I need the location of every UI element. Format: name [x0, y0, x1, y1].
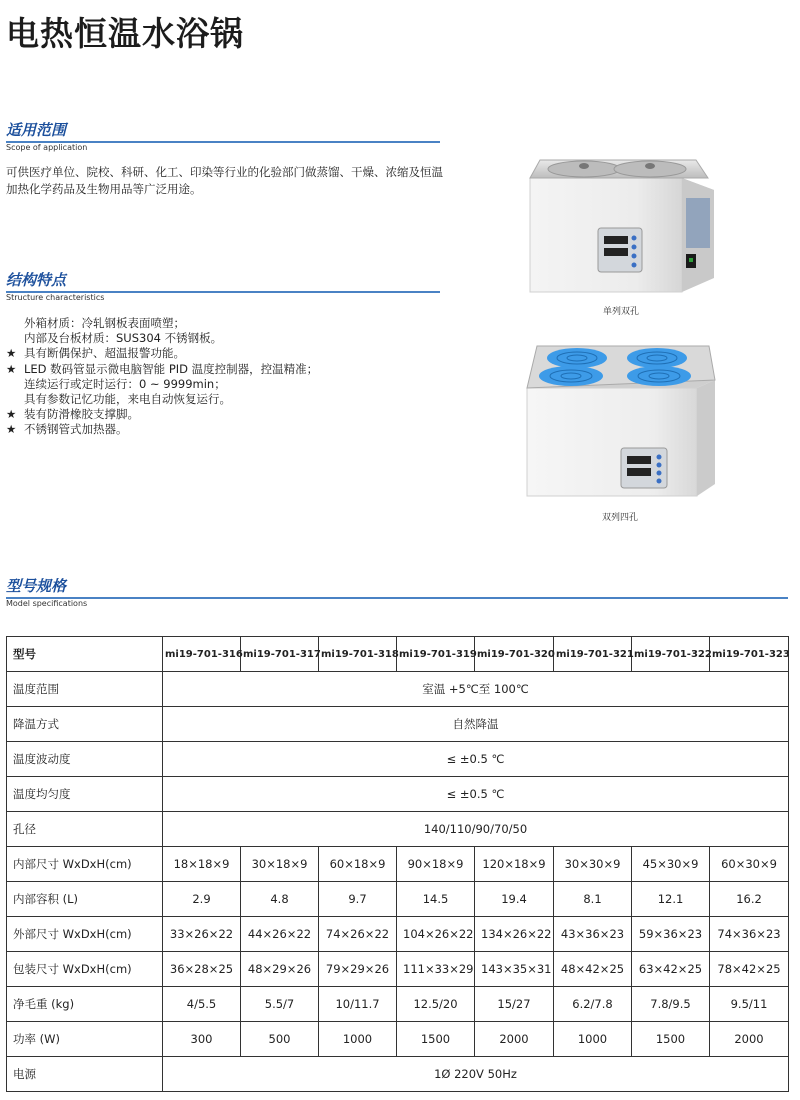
- table-cell: 8.1: [554, 882, 632, 917]
- table-cell: 9.5/11: [710, 987, 789, 1022]
- table-cell: 59×36×23: [632, 917, 710, 952]
- row-span-value: 1Ø 220V 50Hz: [163, 1057, 789, 1092]
- water-bath-two-hole-image: [526, 150, 718, 298]
- table-cell: 63×42×25: [632, 952, 710, 987]
- row-label: 内部尺寸 WxDxH(cm): [7, 847, 163, 882]
- row-label: 外部尺寸 WxDxH(cm): [7, 917, 163, 952]
- table-cell: 1500: [632, 1022, 710, 1057]
- row-label: 内部容积 (L): [7, 882, 163, 917]
- feature-item: [6, 346, 318, 361]
- feature-item: [6, 422, 318, 437]
- product-caption: 单列双孔: [603, 307, 640, 317]
- feature-item: [6, 407, 318, 422]
- row-label: 净毛重 (kg): [7, 987, 163, 1022]
- table-row: [7, 917, 789, 952]
- table-cell: 19.4: [475, 882, 554, 917]
- star-icon: ★: [6, 361, 17, 376]
- feature-text: 外箱材质：冷轧钢板表面喷塑；: [24, 316, 185, 330]
- table-cell: 9.7: [319, 882, 397, 917]
- table-cell: 1000: [554, 1022, 632, 1057]
- table-cell: 44×26×22: [241, 917, 319, 952]
- structure-heading: 结构特点: [6, 271, 67, 289]
- model-header: mi19-701-316: [163, 637, 241, 672]
- table-cell: 60×18×9: [319, 847, 397, 882]
- table-cell: 30×18×9: [241, 847, 319, 882]
- table-row: [7, 952, 789, 987]
- table-cell: 10/11.7: [319, 987, 397, 1022]
- scope-section-header: [6, 121, 88, 152]
- table-cell: 104×26×22: [397, 917, 475, 952]
- feature-item: [6, 316, 318, 331]
- row-span-value: ≤ ±0.5 ℃: [163, 742, 789, 777]
- table-cell: 111×33×29: [397, 952, 475, 987]
- model-header: mi19-701-320: [475, 637, 554, 672]
- specs-section-header: [6, 577, 88, 608]
- scope-heading-en: Scope of application: [6, 143, 88, 152]
- table-cell: 36×28×25: [163, 952, 241, 987]
- page-title: 电热恒温水浴锅: [6, 14, 244, 53]
- row-label: 包装尺寸 WxDxH(cm): [7, 952, 163, 987]
- row-span-value: ≤ ±0.5 ℃: [163, 777, 789, 812]
- table-cell: 300: [163, 1022, 241, 1057]
- star-icon: ★: [6, 407, 17, 422]
- table-cell: 18×18×9: [163, 847, 241, 882]
- row-label: 电源: [7, 1057, 163, 1092]
- table-cell: 120×18×9: [475, 847, 554, 882]
- table-row: [7, 987, 789, 1022]
- table-header-row: [7, 637, 789, 672]
- table-cell: 2000: [475, 1022, 554, 1057]
- feature-list: [6, 316, 318, 438]
- structure-section-header: [6, 271, 105, 302]
- row-span-value: 自然降温: [163, 707, 789, 742]
- star-icon: [6, 331, 24, 346]
- specs-heading: 型号规格: [6, 577, 67, 595]
- table-cell: 6.2/7.8: [554, 987, 632, 1022]
- table-cell: 16.2: [710, 882, 789, 917]
- row-label: 温度波动度: [7, 742, 163, 777]
- table-cell: 7.8/9.5: [632, 987, 710, 1022]
- model-header: mi19-701-322: [632, 637, 710, 672]
- model-header: mi19-701-319: [397, 637, 475, 672]
- table-cell: 48×42×25: [554, 952, 632, 987]
- table-row: [7, 1057, 789, 1092]
- table-cell: 78×42×25: [710, 952, 789, 987]
- table-cell: 43×36×23: [554, 917, 632, 952]
- table-cell: 4.8: [241, 882, 319, 917]
- spec-table: [6, 636, 789, 1092]
- row-label: 温度均匀度: [7, 777, 163, 812]
- specs-divider: [6, 597, 788, 599]
- table-cell: 1000: [319, 1022, 397, 1057]
- feature-text: 连续运行或定时运行：0 ~ 9999min；: [24, 376, 226, 391]
- table-cell: 60×30×9: [710, 847, 789, 882]
- feature-text: 装有防滑橡胶支撑脚。: [24, 407, 139, 422]
- table-row: [7, 812, 789, 847]
- table-cell: 12.5/20: [397, 987, 475, 1022]
- row-span-value: 室温 +5℃至 100℃: [163, 672, 789, 707]
- scope-heading: 适用范围: [6, 121, 67, 139]
- row-span-value: 140/110/90/70/50: [163, 812, 789, 847]
- water-bath-four-hole-image: [525, 344, 717, 500]
- table-row: [7, 742, 789, 777]
- header-label: 型号: [7, 637, 163, 672]
- table-row: [7, 672, 789, 707]
- table-cell: 48×29×26: [241, 952, 319, 987]
- table-cell: 45×30×9: [632, 847, 710, 882]
- table-cell: 74×36×23: [710, 917, 789, 952]
- table-cell: 5.5/7: [241, 987, 319, 1022]
- table-cell: 30×30×9: [554, 847, 632, 882]
- feature-item: [6, 392, 318, 407]
- specs-heading-en: Model specifications: [6, 599, 88, 608]
- star-icon: ★: [6, 346, 17, 361]
- feature-item: [6, 377, 318, 392]
- row-label: 孔径: [7, 812, 163, 847]
- table-cell: 143×35×31: [475, 952, 554, 987]
- table-row: [7, 1022, 789, 1057]
- feature-item: [6, 331, 318, 346]
- star-icon: [6, 377, 24, 392]
- table-cell: 15/27: [475, 987, 554, 1022]
- table-cell: 14.5: [397, 882, 475, 917]
- model-header: mi19-701-321: [554, 637, 632, 672]
- model-header: mi19-701-317: [241, 637, 319, 672]
- row-label: 温度范围: [7, 672, 163, 707]
- table-cell: 2000: [710, 1022, 789, 1057]
- table-cell: 79×29×26: [319, 952, 397, 987]
- table-row: [7, 847, 789, 882]
- table-cell: 12.1: [632, 882, 710, 917]
- row-label: 功率 (W): [7, 1022, 163, 1057]
- feature-text: 具有断偶保护、超温报警功能。: [24, 346, 185, 361]
- table-cell: 134×26×22: [475, 917, 554, 952]
- star-icon: ★: [6, 422, 17, 437]
- star-icon: [6, 392, 24, 407]
- model-header: mi19-701-323: [710, 637, 789, 672]
- feature-text: 具有参数记忆功能，来电自动恢复运行。: [24, 392, 231, 407]
- table-cell: 74×26×22: [319, 917, 397, 952]
- feature-item: [6, 362, 318, 377]
- table-row: [7, 882, 789, 917]
- table-cell: 90×18×9: [397, 847, 475, 882]
- star-icon: [6, 316, 24, 331]
- feature-text: 不锈钢管式加热器。: [24, 422, 128, 437]
- structure-heading-en: Structure characteristics: [6, 293, 105, 302]
- table-cell: 2.9: [163, 882, 241, 917]
- row-label: 降温方式: [7, 707, 163, 742]
- table-cell: 500: [241, 1022, 319, 1057]
- model-header: mi19-701-318: [319, 637, 397, 672]
- feature-text: LED 数码管显示微电脑智能 PID 温度控制器，控温精准；: [24, 361, 319, 376]
- scope-text: 可供医疗单位、院校、科研、化工、印染等行业的化验部门做蒸馏、干燥、浓缩及恒温加热化学药品及生物用品等广泛用途。: [6, 165, 443, 196]
- table-cell: 4/5.5: [163, 987, 241, 1022]
- feature-text: 内部及台板材质：SUS304 不锈钢板。: [24, 331, 223, 346]
- table-row: [7, 707, 789, 742]
- table-cell: 1500: [397, 1022, 475, 1057]
- product-caption: 双列四孔: [602, 513, 639, 523]
- table-cell: 33×26×22: [163, 917, 241, 952]
- table-row: [7, 777, 789, 812]
